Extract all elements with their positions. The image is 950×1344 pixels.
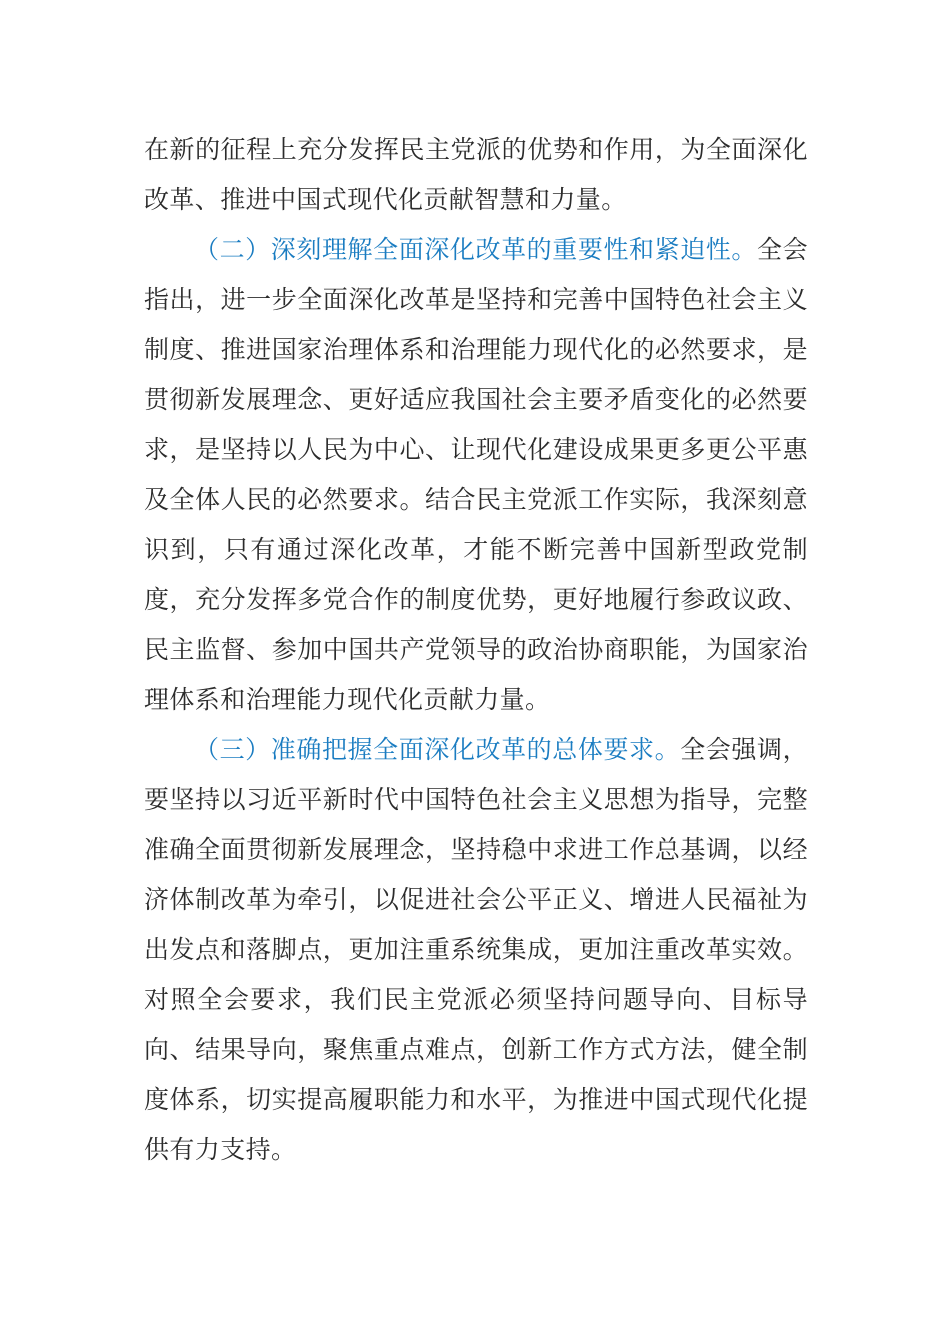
section-heading-3: （三）准确把握全面深化改革的总体要求。: [194, 735, 681, 764]
paragraph-continuation: [144, 125, 808, 225]
paragraph-text: 全会指出，进一步全面深化改革是坚持和完善中国特色社会主义制度、推进国家治理体系和治理能力现代化的必然要求，是贯彻新发展理念、更好适应我国社会主要矛盾变化的必然要求，是坚持以人民为中心、让现代化建设成果更多更公平惠及全体人民的必然要求。结合民主党派工作实际，我深刻意识到，只有通过深化改革，才能不断完善中国新型政党制度，充分发挥多党合作的制度优势，更好地履行参政议政、民主监督、参加中国共产党领导的政治协商职能，为国家治理体系和治理能力现代化贡献力量。: [144, 235, 808, 714]
section-heading-2: （二）深刻理解全面深化改革的重要性和紧迫性。: [194, 235, 757, 264]
paragraph-text: 全会强调，要坚持以习近平新时代中国特色社会主义思想为指导，完整准确全面贯彻新发展理念，坚持稳中求进工作总基调，以经济体制改革为牵引，以促进社会公平正义、增进人民福祉为出发点和落脚点，更加注重系统集成，更加注重改革实效。对照全会要求，我们民主党派必须坚持问题导向、目标导向、结果导向，聚焦重点难点，创新工作方式方法，健全制度体系，切实提高履职能力和水平，为推进中国式现代化提供有力支持。: [144, 735, 808, 1164]
paragraph-section-3: [144, 725, 808, 1175]
paragraph-section-2: [144, 225, 808, 725]
document-body: [144, 125, 808, 1175]
paragraph-text: 在新的征程上充分发挥民主党派的优势和作用，为全面深化改革、推进中国式现代化贡献智慧和力量。: [144, 135, 808, 214]
